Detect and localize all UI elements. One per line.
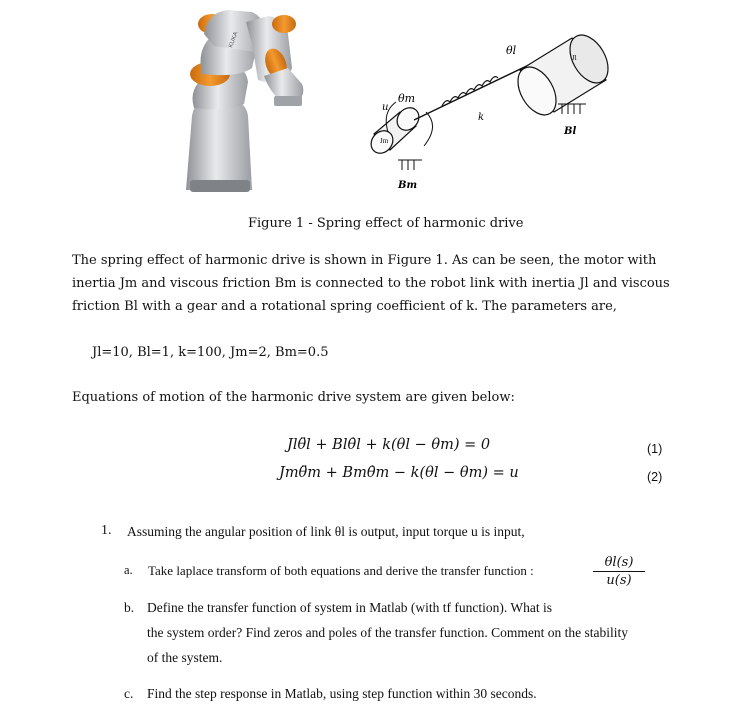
label-u: u — [382, 102, 389, 113]
label-theta-l: θl — [506, 44, 517, 57]
paragraph-line-2: inertia Jm and viscous friction Bm is connected to the robot link with inertia Jl and viscous — [72, 276, 670, 291]
label-k: k — [478, 112, 485, 123]
item-a-label: a. — [124, 563, 133, 577]
equations-intro: Equations of motion of the harmonic drive system are given below: — [72, 390, 515, 405]
label-b-m: Bm — [398, 180, 418, 191]
item-b-label: b. — [124, 600, 135, 615]
fraction-bar — [593, 571, 645, 572]
equation-2: Jmθ̈m + Bmθ̇m − k(θl − θm) = u — [279, 465, 519, 481]
damper-bl-symbol — [558, 104, 586, 114]
robot-arm-image — [168, 4, 328, 200]
motor-cylinder-label: Jm — [380, 137, 389, 145]
item-c-label: c. — [124, 686, 134, 701]
paragraph-line-1: The spring effect of harmonic drive is shown in Figure 1. As can be seen, the motor with — [72, 253, 657, 268]
equation-1: Jlθ̈l + Blθ̇l + k(θl − θm) = 0 — [287, 437, 491, 453]
item-b-line-2: the system order? Find zeros and poles of the transfer function. Comment on the stability — [147, 625, 629, 640]
link-cylinder — [510, 30, 616, 122]
spring — [442, 77, 498, 106]
equation-1-number: (1) — [647, 442, 663, 456]
paragraph-line-3: friction Bl with a gear and a rotational spring coefficient of k. The parameters are, — [72, 299, 617, 314]
harmonic-drive-diagram — [360, 30, 620, 200]
description-paragraph — [72, 249, 672, 318]
parameter-values: Jl=10, Bl=1, k=100, Jm=2, Bm=0.5 — [92, 345, 329, 360]
equation-2-number: (2) — [647, 470, 663, 484]
transfer-function-fraction — [593, 555, 645, 588]
fraction-numerator: θl(s) — [604, 555, 634, 570]
motor-cylinder — [367, 103, 424, 157]
item-b-line-3: of the system. — [147, 650, 223, 665]
question-number: 1. — [101, 523, 112, 538]
link-cylinder-label: Jl — [572, 54, 577, 62]
item-c-text: Find the step response in Matlab, using step function within 30 seconds. — [147, 686, 537, 701]
fraction-denominator: u(s) — [606, 573, 632, 588]
figure-caption: Figure 1 - Spring effect of harmonic drive — [248, 216, 524, 231]
damper-bm-symbol — [398, 160, 422, 170]
label-b-l: Bl — [564, 126, 577, 137]
item-b-line-1: Define the transfer function of system in Matlab (with tf function). What is — [147, 600, 553, 615]
question-text: Assuming the angular position of link θl is output, input torque u is input, — [127, 524, 525, 539]
item-a-text: Take laplace transform of both equations and derive the transfer function : — [148, 563, 534, 578]
label-theta-m: θm — [398, 92, 416, 105]
robot-brand-label: KUKA — [228, 31, 240, 49]
